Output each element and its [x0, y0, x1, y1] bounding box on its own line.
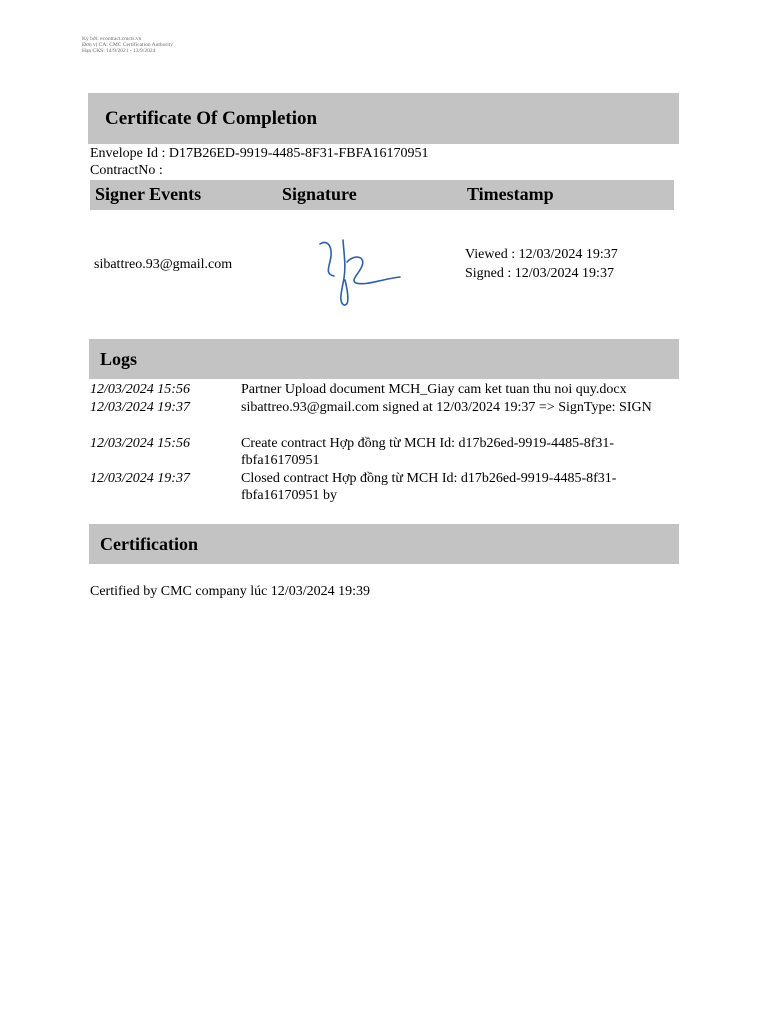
signature-metadata — [82, 36, 173, 54]
log-text: Closed contract Hợp đồng từ MCH Id: d17b26ed-9919-4485-8f31-fbfa16170951 by — [241, 471, 617, 503]
column-timestamp: Timestamp — [467, 184, 554, 204]
envelope-id: Envelope Id : D17B26ED-9919-4485-8F31-FBFA16170951 — [90, 146, 429, 161]
completion-header-band — [88, 93, 679, 144]
log-text: sibattreo.93@gmail.com signed at 12/03/2024 19:37 => SignType: SIGN — [241, 400, 652, 415]
signed-timestamp: Signed : 12/03/2024 19:37 — [465, 266, 614, 281]
viewed-timestamp: Viewed : 12/03/2024 19:37 — [465, 247, 618, 262]
log-text: Partner Upload document MCH_Giay cam ket tuan thu noi quy.docx — [241, 382, 627, 397]
certification-title: Certification — [100, 533, 198, 554]
cert-validity-line: Hạn CKS: 14/9/2021 - 13/9/2024 — [82, 48, 156, 54]
log-date: 12/03/2024 19:37 — [90, 471, 190, 486]
signer-table-header — [90, 180, 674, 210]
page-title: Certificate Of Completion — [105, 107, 318, 129]
column-signature: Signature — [282, 184, 357, 204]
handwritten-signature-icon — [310, 234, 410, 310]
log-date: 12/03/2024 19:37 — [90, 400, 190, 415]
ca-unit-line: Đơn vị CA: CMC Certification Authority — [82, 42, 174, 48]
signer-email: sibattreo.93@gmail.com — [94, 257, 233, 272]
log-date: 12/03/2024 15:56 — [90, 436, 190, 451]
logs-header-band — [89, 339, 679, 379]
signed-by-line: Ký bởi: econtract.cmcts.vn — [82, 36, 142, 42]
contract-number: ContractNo : — [90, 163, 163, 178]
log-date: 12/03/2024 15:56 — [90, 382, 190, 397]
log-text: Create contract Hợp đồng từ MCH Id: d17b26ed-9919-4485-8f31-fbfa16170951 — [241, 436, 615, 468]
logs-title: Logs — [100, 348, 138, 369]
signature-image — [310, 234, 410, 310]
column-signer-events: Signer Events — [95, 184, 202, 204]
certification-header-band — [89, 524, 679, 564]
certification-statement: Certified by CMC company lúc 12/03/2024 19:39 — [90, 584, 370, 599]
